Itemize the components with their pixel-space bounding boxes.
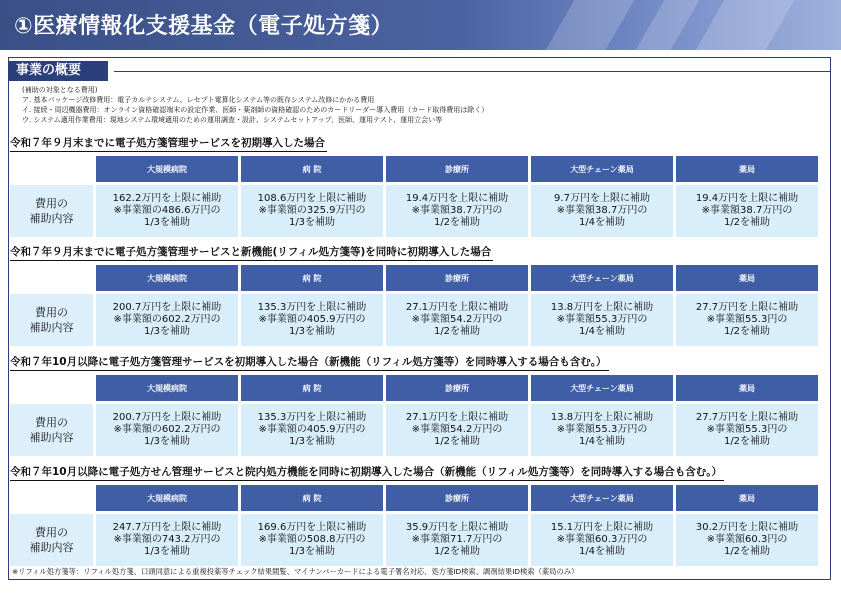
header-blank (10, 485, 93, 511)
cell-line: 108.6万円を上限に補助 (257, 193, 367, 204)
row-label-line: 補助内容 (29, 321, 74, 334)
cell-line: ※事業額55.3円の (706, 314, 788, 325)
cell-line: 1/2を補助 (723, 546, 771, 557)
column-header: 大型チェーン薬局 (531, 485, 673, 511)
table-cell (96, 514, 238, 566)
cell-line: ※事業額の602.2万円の (113, 424, 221, 435)
cell-line: 30.2万円を上限に補助 (695, 522, 799, 533)
table-cell (241, 185, 383, 237)
column-header: 大規模病院 (96, 485, 238, 511)
cell-line: ※事業額60.3円の (706, 534, 788, 545)
subsidy-block-2 (10, 240, 832, 349)
cell-line: 247.7万円を上限に補助 (112, 522, 222, 533)
cell-line: ※事業額の602.2万円の (113, 314, 221, 325)
table-cell (531, 185, 673, 237)
table-header-row (10, 156, 818, 182)
cell-line: ※事業額71.7万円の (411, 534, 503, 545)
subsidy-table (7, 372, 821, 459)
column-header: 薬局 (676, 156, 818, 182)
row-label (10, 294, 93, 346)
column-header: 病 院 (241, 375, 383, 401)
notes (22, 85, 488, 125)
table-cell (531, 404, 673, 456)
banner-stripe (546, 0, 635, 50)
note-line: ア. 基本パッケージ改修費用：電子カルテシステム、レセプト電算化システム等の既存システム改修にかかる費用 (22, 96, 375, 104)
table-cell (386, 404, 528, 456)
cell-line: 27.7万円を上限に補助 (695, 302, 799, 313)
cell-line: 1/4を補助 (578, 326, 626, 337)
banner-stripe (696, 0, 795, 50)
table-header-row (10, 265, 818, 291)
row-label-line: 補助内容 (29, 541, 74, 554)
cell-line: ※事業額の405.9万円の (258, 424, 366, 435)
column-header: 大規模病院 (96, 375, 238, 401)
cell-line: 27.1万円を上限に補助 (405, 412, 509, 423)
row-label-line: 費用の (35, 197, 68, 210)
page-title: ①医療情報化支援基金（電子処方箋） (14, 14, 394, 39)
cell-line: 200.7万円を上限に補助 (112, 412, 222, 423)
table-cell (96, 294, 238, 346)
cell-line: ※事業額55.3万円の (556, 424, 648, 435)
cell-line: 1/3を補助 (288, 217, 336, 228)
cell-line: 1/3を補助 (288, 546, 336, 557)
table-cell (96, 404, 238, 456)
block-heading: 令和７年９月末までに電子処方箋管理サービスを初期導入した場合 (10, 136, 327, 152)
cell-line: ※事業額38.7万円の (411, 205, 503, 216)
row-label-line: 補助内容 (29, 431, 74, 444)
cell-line: 15.1万円を上限に補助 (550, 522, 654, 533)
cell-line: 27.7万円を上限に補助 (695, 412, 799, 423)
cell-line: 35.9万円を上限に補助 (405, 522, 509, 533)
column-header: 薬局 (676, 485, 818, 511)
cell-line: 1/2を補助 (723, 217, 771, 228)
column-header: 診療所 (386, 485, 528, 511)
section-label: 事業の概要 (8, 61, 108, 81)
table-cell (241, 294, 383, 346)
cell-line: ※事業額の743.2万円の (113, 534, 221, 545)
cell-line: 1/4を補助 (578, 546, 626, 557)
cell-line: 1/2を補助 (433, 546, 481, 557)
table-cell (531, 514, 673, 566)
cell-line: 19.4万円を上限に補助 (405, 193, 509, 204)
column-header: 診療所 (386, 265, 528, 291)
column-header: 診療所 (386, 156, 528, 182)
cell-line: ※事業額の405.9万円の (258, 314, 366, 325)
row-label (10, 514, 93, 566)
cell-line: 1/3を補助 (288, 326, 336, 337)
column-header: 大型チェーン薬局 (531, 375, 673, 401)
cell-line: 13.8万円を上限に補助 (550, 302, 654, 313)
table-header-row (10, 485, 818, 511)
cell-line: ※事業額の325.9万円の (258, 205, 366, 216)
cell-line: 135.3万円を上限に補助 (257, 412, 367, 423)
cell-line: ※事業額54.2万円の (411, 314, 503, 325)
section-rule (114, 71, 831, 72)
subsidy-table (7, 262, 821, 349)
subsidy-block-3 (10, 350, 832, 459)
table-row (10, 294, 818, 346)
subsidy-block-4 (10, 460, 832, 569)
cell-line: 1/2を補助 (433, 326, 481, 337)
title-banner (0, 0, 841, 50)
cell-line: 1/3を補助 (143, 546, 191, 557)
note-line: (補助の対象となる費用) (22, 86, 98, 94)
subsidy-block-1 (10, 131, 832, 240)
table-row (10, 185, 818, 237)
row-label (10, 185, 93, 237)
column-header: 大規模病院 (96, 265, 238, 291)
cell-line: 1/2を補助 (433, 217, 481, 228)
table-row (10, 404, 818, 456)
column-header: 大型チェーン薬局 (531, 156, 673, 182)
column-header: 診療所 (386, 375, 528, 401)
cell-line: 1/3を補助 (143, 326, 191, 337)
table-cell (96, 185, 238, 237)
table-cell (531, 294, 673, 346)
cell-line: 1/4を補助 (578, 436, 626, 447)
note-line: イ. 接続・周辺機器費用：オンライン資格確認端末の設定作業、医師・薬剤師の資格確認のためのカードリーダー導入費用（カード取得費用は除く） (22, 106, 489, 114)
cell-line: 1/2を補助 (723, 436, 771, 447)
cell-line: 1/4を補助 (578, 217, 626, 228)
banner-stripe (636, 0, 700, 50)
table-cell (241, 404, 383, 456)
row-label (10, 404, 93, 456)
column-header: 病 院 (241, 485, 383, 511)
cell-line: 1/3を補助 (143, 436, 191, 447)
cell-line: 13.8万円を上限に補助 (550, 412, 654, 423)
table-header-row (10, 375, 818, 401)
table-cell (386, 294, 528, 346)
cell-line: 162.2万円を上限に補助 (112, 193, 222, 204)
cell-line: 169.6万円を上限に補助 (257, 522, 367, 533)
cell-line: 27.1万円を上限に補助 (405, 302, 509, 313)
cell-line: ※事業額55.3円の (706, 424, 788, 435)
column-header: 大型チェーン薬局 (531, 265, 673, 291)
table-cell (676, 294, 818, 346)
cell-line: 1/2を補助 (433, 436, 481, 447)
cell-line: ※事業額の486.6万円の (113, 205, 221, 216)
row-label-line: 費用の (35, 416, 68, 429)
row-label-line: 費用の (35, 306, 68, 319)
column-header: 病 院 (241, 265, 383, 291)
table-cell (241, 514, 383, 566)
table-cell (676, 404, 818, 456)
row-label-line: 費用の (35, 526, 68, 539)
cell-line: ※事業額38.7万円の (701, 205, 793, 216)
block-heading: 令和７年10月以降に電子処方せん管理サービスと院内処方機能を同時に初期導入した場合（新機能（リフィル処方箋等）を同時導入する場合も含む。） (10, 465, 724, 481)
header-blank (10, 265, 93, 291)
column-header: 病 院 (241, 156, 383, 182)
cell-line: ※事業額54.2万円の (411, 424, 503, 435)
header-blank (10, 156, 93, 182)
subsidy-table (7, 482, 821, 569)
table-cell (386, 185, 528, 237)
cell-line: 1/3を補助 (288, 436, 336, 447)
cell-line: ※事業額38.7万円の (556, 205, 648, 216)
row-label-line: 補助内容 (29, 212, 74, 225)
table-cell (676, 185, 818, 237)
column-header: 薬局 (676, 375, 818, 401)
cell-line: 1/2を補助 (723, 326, 771, 337)
cell-line: 19.4万円を上限に補助 (695, 193, 799, 204)
cell-line: ※事業額60.3万円の (556, 534, 648, 545)
header-blank (10, 375, 93, 401)
cell-line: 135.3万円を上限に補助 (257, 302, 367, 313)
block-heading: 令和７年10月以降に電子処方箋管理サービスを初期導入した場合（新機能（リフィル処方箋等）を同時導入する場合も含む。） (10, 355, 609, 371)
cell-line: ※事業額55.3万円の (556, 314, 648, 325)
cell-line: ※事業額の508.8万円の (258, 534, 366, 545)
subsidy-table (7, 153, 821, 240)
table-row (10, 514, 818, 566)
cell-line: 200.7万円を上限に補助 (112, 302, 222, 313)
table-cell (676, 514, 818, 566)
table-cell (386, 514, 528, 566)
cell-line: 1/3を補助 (143, 217, 191, 228)
note-line: ウ. システム適用作業費用：現地システム環境適用のための運用調査・設計、システムセットアップ、医師、運用テスト、運用立会い等 (22, 116, 443, 124)
block-heading: 令和７年９月末までに電子処方箋管理サービスと新機能(リフィル処方箋等)を同時に初期導入した場合 (10, 245, 493, 261)
column-header: 大規模病院 (96, 156, 238, 182)
column-header: 薬局 (676, 265, 818, 291)
cell-line: 9.7万円を上限に補助 (554, 193, 650, 204)
footnote: ※リフィル処方箋等：リフィル処方箋、口頭同意による重複投薬等チェック結果閲覧、マイナンバーカードによる電子署名対応、処方箋ID検索、調剤結果ID検索（薬局のみ） (12, 567, 579, 576)
